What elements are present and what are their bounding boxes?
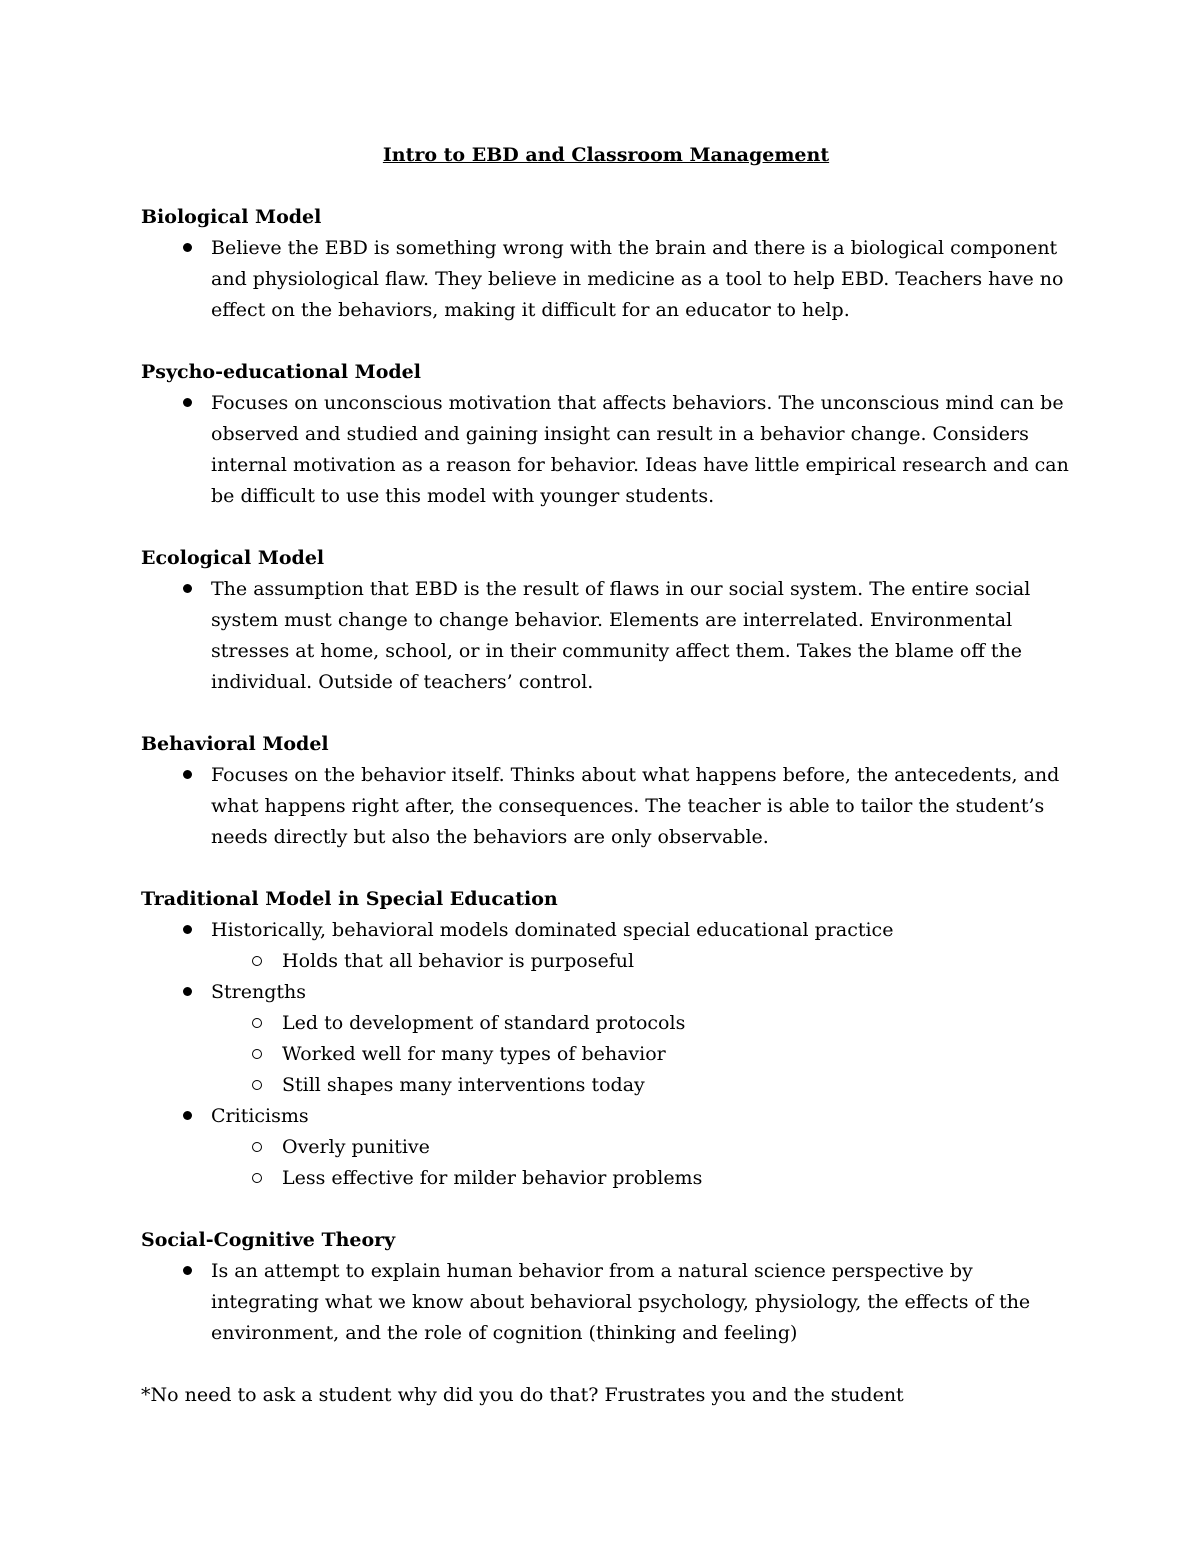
bullet-circle-icon bbox=[247, 1070, 267, 1101]
bullet-circle-icon bbox=[247, 1039, 267, 1070]
list-item-text: Is an attempt to explain human behavior from a natural science perspective by integrating what we know about behavioral psychology, physiology, the effects of the environment, and the role of cognition (thinking and feeling) bbox=[211, 1260, 1031, 1344]
list-item-text: Believe the EBD is something wrong with the brain and there is a biological component and physiological flaw. They believe in medicine as a tool to help EBD. Teachers have no effect on the behaviors, making it difficult for an educator to help. bbox=[211, 237, 1064, 321]
sub-list-item bbox=[141, 1070, 1071, 1101]
section-heading: Ecological Model bbox=[141, 547, 325, 569]
section-traditional-model bbox=[141, 884, 1071, 1194]
bullet-list bbox=[141, 388, 1071, 512]
list-item-text: Criticisms bbox=[211, 1105, 309, 1127]
document-body bbox=[141, 140, 1071, 1411]
sub-list-item bbox=[141, 1163, 1071, 1194]
bullet-dot-icon bbox=[177, 977, 197, 1008]
sub-list-item bbox=[141, 1039, 1071, 1070]
bullet-list bbox=[141, 915, 1071, 1194]
sub-list-item bbox=[141, 946, 1071, 977]
section-behavioral-model bbox=[141, 729, 1071, 853]
list-item-text: Focuses on the behavior itself. Thinks about what happens before, the antecedents, and what happens right after, the consequences. The teacher is able to tailor the student’s needs directly but also the behaviors are only observable. bbox=[211, 764, 1060, 848]
sub-bullet-list bbox=[211, 1132, 1071, 1194]
bullet-list bbox=[141, 574, 1071, 698]
bullet-list bbox=[141, 233, 1071, 326]
sub-bullet-list bbox=[211, 946, 1071, 977]
bullet-dot-icon bbox=[177, 915, 197, 946]
document-title: Intro to EBD and Classroom Management bbox=[382, 144, 830, 166]
list-item bbox=[141, 977, 1071, 1101]
section-social-cognitive-theory bbox=[141, 1225, 1071, 1349]
list-item-text: Historically, behavioral models dominated special educational practice bbox=[211, 919, 894, 941]
list-item bbox=[141, 915, 1071, 977]
bullet-list bbox=[141, 1256, 1071, 1349]
list-item bbox=[141, 388, 1071, 512]
sub-list-item-text: Led to development of standard protocols bbox=[282, 1012, 686, 1034]
list-item bbox=[141, 1256, 1071, 1349]
bullet-dot-icon bbox=[177, 233, 197, 264]
sub-list-item bbox=[141, 1132, 1071, 1163]
bullet-dot-icon bbox=[177, 388, 197, 419]
bullet-circle-icon bbox=[247, 1163, 267, 1194]
bullet-dot-icon bbox=[177, 760, 197, 791]
bullet-list bbox=[141, 760, 1071, 853]
section-psycho-educational-model bbox=[141, 357, 1071, 512]
section-heading: Biological Model bbox=[141, 206, 322, 228]
list-item bbox=[141, 574, 1071, 698]
list-item bbox=[141, 760, 1071, 853]
bullet-dot-icon bbox=[177, 574, 197, 605]
sub-list-item-text: Holds that all behavior is purposeful bbox=[282, 950, 635, 972]
section-heading: Psycho-educational Model bbox=[141, 361, 421, 383]
list-item bbox=[141, 233, 1071, 326]
section-heading: Social-Cognitive Theory bbox=[141, 1229, 396, 1251]
sub-bullet-list bbox=[211, 1008, 1071, 1101]
sub-list-item-text: Overly punitive bbox=[282, 1136, 430, 1158]
footnote: *No need to ask a student why did you do that? Frustrates you and the student bbox=[141, 1384, 904, 1406]
list-item-text: Strengths bbox=[211, 981, 306, 1003]
section-heading: Behavioral Model bbox=[141, 733, 329, 755]
bullet-circle-icon bbox=[247, 946, 267, 977]
sub-list-item-text: Less effective for milder behavior problems bbox=[282, 1167, 703, 1189]
bullet-circle-icon bbox=[247, 1132, 267, 1163]
bullet-circle-icon bbox=[247, 1008, 267, 1039]
list-item bbox=[141, 1101, 1071, 1194]
section-heading: Traditional Model in Special Education bbox=[141, 888, 558, 910]
list-item-text: Focuses on unconscious motivation that affects behaviors. The unconscious mind can be observed and studied and gaining insight can result in a behavior change. Considers internal motivation as a reason for behavior. Ideas have little empirical research and can be difficult to use this model with younger students. bbox=[211, 392, 1069, 507]
sub-list-item-text: Still shapes many interventions today bbox=[282, 1074, 645, 1096]
list-item-text: The assumption that EBD is the result of flaws in our social system. The entire social system must change to change behavior. Elements are interrelated. Environmental stresses at home, school, or in their community affect them. Takes the blame off the individual. Outside of teachers’ control. bbox=[211, 578, 1031, 693]
section-biological-model bbox=[141, 202, 1071, 326]
sub-list-item bbox=[141, 1008, 1071, 1039]
sub-list-item-text: Worked well for many types of behavior bbox=[282, 1043, 666, 1065]
bullet-dot-icon bbox=[177, 1101, 197, 1132]
bullet-dot-icon bbox=[177, 1256, 197, 1287]
section-ecological-model bbox=[141, 543, 1071, 698]
